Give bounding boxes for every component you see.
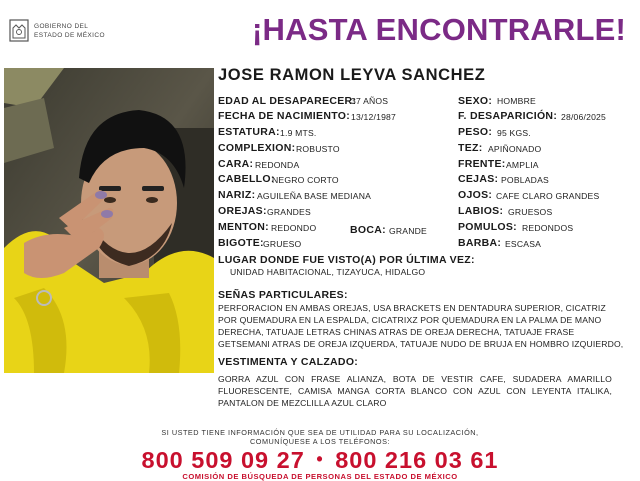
ojos-label: OJOS: bbox=[458, 189, 493, 201]
gobierno-logo bbox=[8, 18, 118, 46]
sexo-value: HOMBRE bbox=[497, 96, 536, 106]
missing-person-photo bbox=[4, 68, 214, 373]
bigote-label: BIGOTE: bbox=[218, 237, 264, 249]
complexion-value: ROBUSTO bbox=[296, 144, 340, 154]
barba-label: BARBA: bbox=[458, 237, 502, 249]
senas-text: PERFORACION EN AMBAS OREJAS, USA BRACKETS EN DENTADURA SUPERIOR, CICATRIZ POR QUEMADURA EN LA ESPALDA, CICATRIXZ POR QUEMADURA EN LA PALMA DE MANO DERECHA, TATUAJE LETRAS CHINAS ATRAS DE OREJA DERECHA, TATUAJE FRASE GETSEMANI ATRAS DE OREJA IZQUERDA, TATUAJE NUDO DE BRUJA EN HOMBRO IZQUIERDO, bbox=[218, 303, 624, 349]
lugar-label: LUGAR DONDE FUE VISTO(A) POR ÚLTIMA VEZ: bbox=[218, 254, 475, 266]
labios-value: GRUESOS bbox=[508, 207, 553, 217]
phone-separator: • bbox=[316, 449, 324, 469]
vestimenta-label: VESTIMENTA Y CALZADO: bbox=[218, 356, 359, 368]
person-portrait-image bbox=[4, 68, 214, 373]
estatura-label: ESTATURA: bbox=[218, 126, 280, 138]
cara-value: REDONDA bbox=[255, 160, 300, 170]
tez-value: APIÑONADO bbox=[488, 144, 542, 154]
bigote-value: GRUESO bbox=[263, 239, 302, 249]
contact-note bbox=[0, 428, 640, 446]
f-desaparicion-label: F. DESAPARICIÓN: bbox=[458, 110, 558, 122]
barba-value: ESCASA bbox=[505, 239, 542, 249]
gov-line1: GOBIERNO DEL bbox=[34, 23, 89, 30]
labios-label: LABIOS: bbox=[458, 205, 504, 217]
person-name: JOSE RAMON LEYVA SANCHEZ bbox=[218, 66, 486, 84]
cara-label: CARA: bbox=[218, 158, 254, 170]
frente-value: AMPLIA bbox=[506, 160, 539, 170]
frente-label: FRENTE: bbox=[458, 158, 506, 170]
cabello-label: CABELLO: bbox=[218, 173, 275, 185]
cejas-label: CEJAS: bbox=[458, 173, 499, 185]
vestimenta-text: GORRA AZUL CON FRASE ALIANZA, BOTA DE VESTIR CAFE, SUDADERA AMARILLO FLUORESCENTE, CAMISA MANGA CORTA BLANCO CON AZUL CON LEYENTA ITALIKA, PANTALON DE MEZCLILLA AZUL CLARO bbox=[218, 374, 612, 408]
nariz-label: NARIZ: bbox=[218, 189, 256, 201]
edad-value: 37 AÑOS bbox=[351, 96, 389, 106]
nariz-value: AGUILEÑA BASE MEDIANA bbox=[257, 191, 372, 201]
tez-label: TEZ: bbox=[458, 142, 483, 154]
f-desaparicion-value: 28/06/2025 bbox=[561, 112, 607, 122]
peso-label: PESO: bbox=[458, 126, 493, 138]
phone-numbers bbox=[0, 447, 640, 474]
boca-value: GRANDE bbox=[389, 226, 427, 236]
state-seal-icon bbox=[8, 18, 30, 44]
pomulos-label: POMULOS: bbox=[458, 221, 517, 233]
complexion-label: COMPLEXION: bbox=[218, 142, 296, 154]
cabello-value: NEGRO CORTO bbox=[272, 175, 339, 185]
sexo-label: SEXO: bbox=[458, 95, 493, 107]
gov-line2: ESTADO DE MÉXICO bbox=[34, 32, 105, 39]
cejas-value: POBLADAS bbox=[501, 175, 549, 185]
pomulos-value: REDONDOS bbox=[522, 223, 574, 233]
estatura-value: 1.9 MTS. bbox=[280, 128, 317, 138]
ojos-value: CAFE CLARO GRANDES bbox=[496, 191, 600, 201]
fecha-nacimiento-value: 13/12/1987 bbox=[351, 112, 397, 122]
phone-number-2[interactable]: 800 216 03 61 bbox=[335, 447, 499, 473]
menton-value: REDONDO bbox=[271, 223, 317, 233]
lugar-value: UNIDAD HABITACIONAL, TIZAYUCA, HIDALGO bbox=[230, 267, 426, 277]
contact-note-line1: SI USTED TIENE INFORMACIÓN QUE SEA DE UTILIDAD PARA SU LOCALIZACIÓN, bbox=[161, 428, 479, 437]
senas-label: SEÑAS PARTICULARES: bbox=[218, 289, 348, 301]
edad-label: EDAD AL DESAPARECER: bbox=[218, 95, 357, 107]
fecha-nacimiento-label: FECHA DE NACIMIENTO: bbox=[218, 110, 350, 122]
orejas-value: GRANDES bbox=[267, 207, 311, 217]
contact-note-line2: COMUNÍQUESE A LOS TELÉFONOS: bbox=[250, 437, 390, 446]
peso-value: 95 KGS. bbox=[497, 128, 531, 138]
menton-label: MENTON: bbox=[218, 221, 269, 233]
headline: ¡HASTA ENCONTRARLE! bbox=[252, 12, 627, 47]
phone-number-1[interactable]: 800 509 09 27 bbox=[141, 447, 305, 473]
boca-label: BOCA: bbox=[350, 224, 386, 236]
orejas-label: OREJAS: bbox=[218, 205, 267, 217]
comision-name: COMISIÓN DE BÚSQUEDA DE PERSONAS DEL ESTADO DE MÉXICO bbox=[182, 472, 458, 481]
